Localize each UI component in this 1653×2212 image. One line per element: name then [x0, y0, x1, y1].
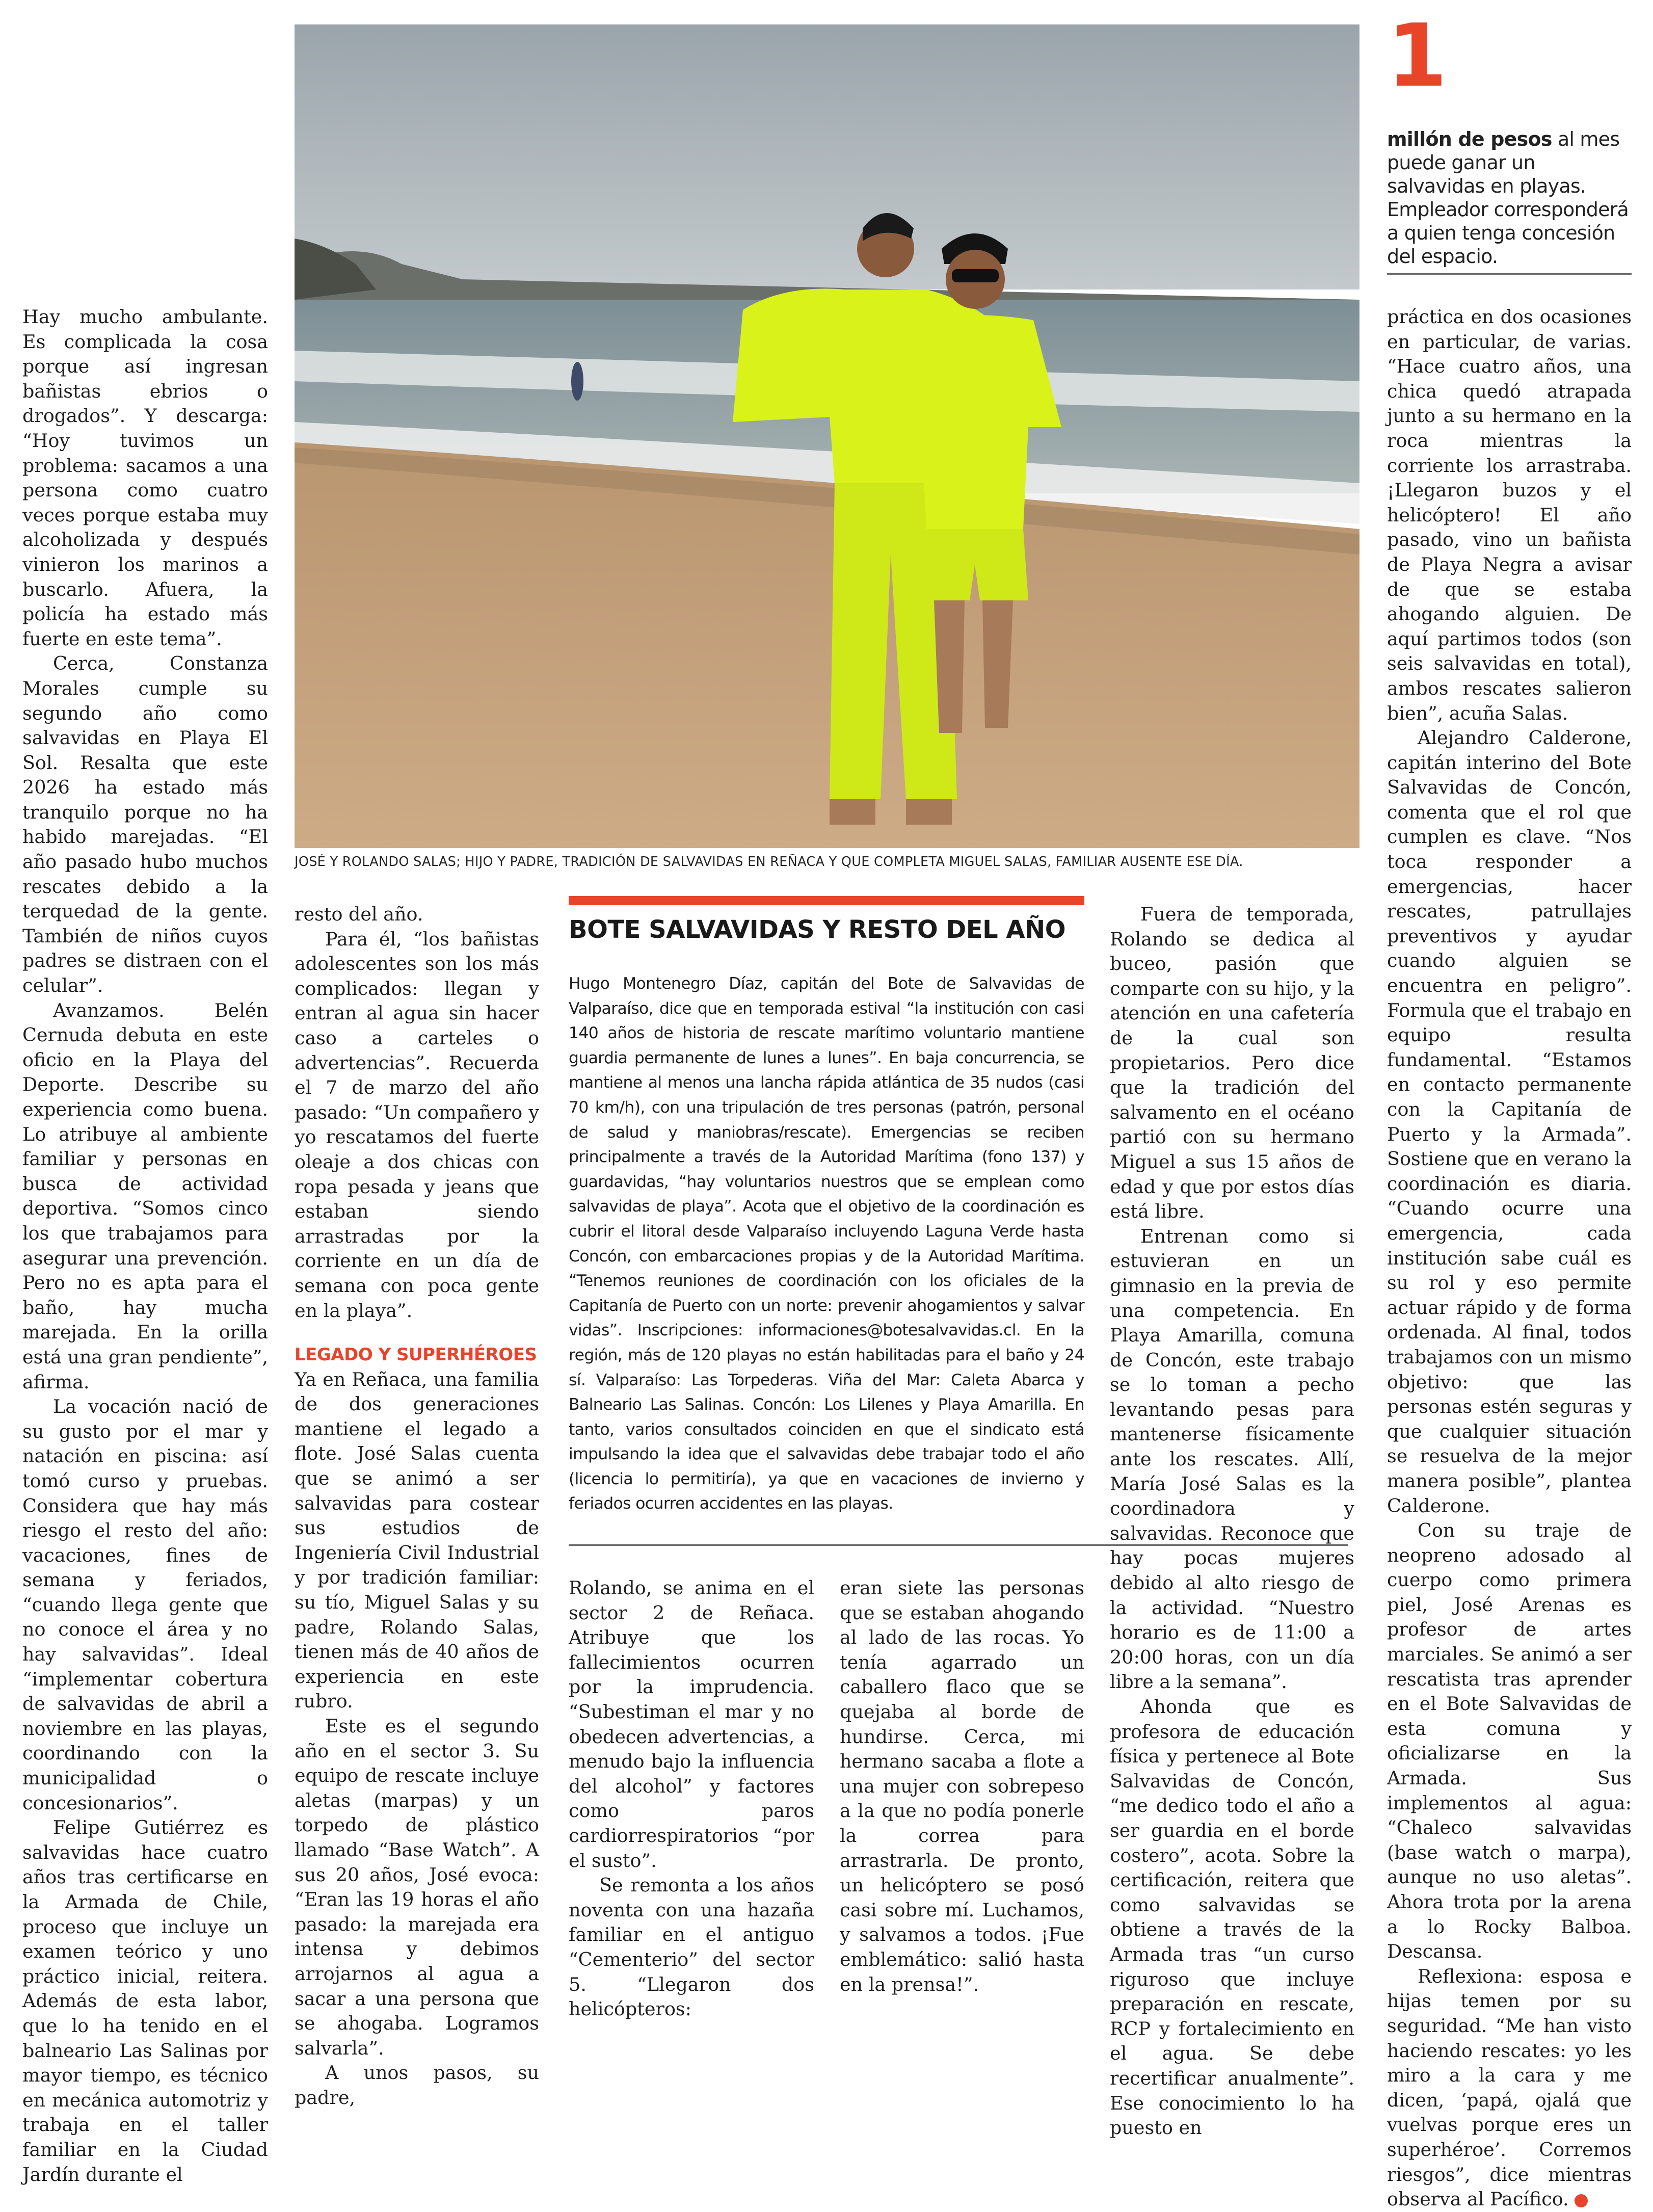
box-body: Hugo Montenegro Díaz, capitán del Bote de Salvavidas de Valparaíso, dice que en temporada estival “la institución con casi 140 años de historia de rescate marítimo voluntario mantiene guardia permanente de lunes a lunes”. En baja concurrencia, se mantiene al menos una lancha rápida atlántica de 35 nudos (casi 70 km/h), con una tripulación de tres personas (patrón, personal de salud y maniobras/rescate). Emergencias se reciben principalmente a través de la Autoridad Marítima (fono 137) y guardavidas, “hay voluntarios nuestros que se emplean como salvavidas de playa”. Acota que el objetivo de la coordinación es cubrir el litoral desde Valparaíso incluyendo Laguna Verde hasta Concón, con embarcaciones propias y de la Autoridad Marítima. “Tenemos reuniones de coordinación con los oficiales de la Capitanía de Puerto con un norte: prevenir ahogamientos y salvar vidas”. Inscripciones: informaciones@botesalvavidas.cl. En la región, más de 120 playas no están habilitadas para el baño y 24 sí. Valparaíso: Las Torpederas. Viña del Mar: Caleta Abarca y Balneario Las Salinas. Concón: Los Lilenes y Playa Amarilla. En tanto, varios consultados coinciden en que el sindicato está impulsando la idea que el salvavidas debe trabajar todo el año (licencia lo permitiría), ya que en vacaciones de invierno y feriados ocurren accidentes en las playas. [569, 975, 1084, 1513]
paragraph: Entrenan como si estuvieran en un gimnasio en la previa de una competencia. En Playa Amarilla, comuna de Concón, este trabajo se lo toman a pecho levantando pesas para mantenerse físicamente ante los rescates. Allí, María José Salas es la coordinadora y salvavidas. Reconoce que hay pocas mujeres debido al alto riesgo de la actividad. “Nuestro horario es de 11:00 a 20:00 horas, con un día libre a la semana”. [1110, 1225, 1354, 1693]
article-column-2 [295, 902, 539, 2109]
article-column-5 [1110, 902, 1354, 2139]
box-title: BOTE SALVAVIDAS Y RESTO DEL AÑO [569, 915, 1065, 944]
subheading: LEGADO Y SUPERHÉROES [295, 1345, 537, 1365]
article-photo [295, 24, 1359, 848]
paragraph: Avanzamos. Belén Cernuda debuta en este oficio en la Playa del Deporte. Describe su experiencia como buena. Lo atribuye al ambiente familiar y personas en busca de actividad deportiva. “Somos cinco los que trabajamos para asegurar una prevención. Pero no es apta para el baño, hay mucha marejada. En la orilla está una gran pendiente”, afirma. [22, 999, 268, 1393]
paragraph: Fuera de temporada, Rolando se dedica al buceo, pasión que comparte con su hijo, y la atención en una cafetería de la cual son propietarios. Pero dice que la tradición del salvamento en el océano partió con su hermano Miguel a sus 15 años de edad y que por estos días está libre. [1110, 903, 1354, 1223]
paragraph: práctica en dos ocasiones en particular, de varias. “Hace cuatro años, una chica quedó atrapada junto a su hermano en la roca mientras la corriente los arrastraba. ¡Llegaron buzos y el helicóptero! El año pasado, vino un bañista de Playa Negra a avisar de que se estaba ahogando alguien. De aquí partimos todos (son seis salvavidas en total), ambos rescates salieron bien”, acuña Salas. [1387, 306, 1632, 724]
paragraph: Cerca, Constanza Morales cumple su segundo año como salvavidas en Playa El Sol. Resalta que este 2026 ha estado más tranquilo porque no ha habido marejadas. “El año pasado hubo muchos rescates debido a la terquedad de la gente. También de niños cuyos padres se distraen con el celular”. [22, 652, 268, 997]
paragraph: A unos pasos, su padre, [295, 2062, 539, 2109]
paragraph: Para él, “los bañistas adolescentes son los más complicados: llegan y entran al agua sin hacer caso a carteles o advertencias”. Recuerda el 7 de marzo del año pasado: “Un compañero y yo rescatamos del fuerte oleaje a dos chicas con ropa pesada y jeans que estaban siendo arrastradas por la corriente en un día de semana con poca gente en la playa”. [295, 928, 539, 1322]
paragraph: eran siete las personas que se estaban ahogando al lado de las rocas. Yo tenía agarrado un caballero flaco que se quejaba al borde de hundirse. Cerca, mi hermano sacaba a flote a una mujer con sobrepeso a la que no podía ponerle la correa para arrastrarla. De pronto, un helicóptero se posó casi sobre mí. Luchamos, y salvamos a todos. ¡Fue emblemático: salió hasta en la prensa!”. [840, 1577, 1084, 1995]
paragraph: La vocación nació de su gusto por el mar y natación en piscina: así tomó curso y pruebas. Considera que hay más riesgo el resto del año: vacaciones, fines de semana y feriados, “cuando llega gente que no conoce el área y no hay salvavidas”. Ideal “implementar cobertura de salvavidas de abril a noviembre en las playas, coordinando con la municipalidad o concesionarios”. [22, 1395, 268, 1814]
stat-divider [1387, 273, 1632, 275]
box-accent-bar [569, 896, 1084, 905]
paragraph: Rolando, se anima en el sector 2 de Reñaca. Atribuye que los fallecimientos ocurren por la imprudencia. “Subestiman el mar y no obedecen advertencias, a menudo bajo la influencia del alcohol” y factores como paros cardiorrespiratorios “por el susto”. [569, 1577, 814, 1872]
paragraph: Alejandro Calderone, capitán interino del Bote Salvavidas de Concón, comenta que el rol que cumplen es clave. “Nos toca responder a emergencias, hacer rescates, patrullajes preventivos y ayudar cuando alguien se encuentra en peligro”. Formula que el trabajo en equipo resulta fundamental. “Estamos en contacto permanente con la Capitanía de Puerto y la Armada”. Sostiene que en verano la coordinación es diaria. “Cuando ocurre una emergencia, cada institución sabe cuál es su rol y eso permite actuar rápido y de forma ordenada. Al final, todos trabajamos con un mismo objetivo: que las personas estén seguras y que cualquier situación se resuelva de la mejor manera posible”, plantea Calderone. [1387, 727, 1632, 1517]
paragraph-text: Reflexiona: esposa e hijas temen por su seguridad. “Me han visto haciendo rescates: yo les miro a la cara y me dicen, ‘papá, ojalá que vuelvas porque eres un superhéroe’. Corremos riesgos”, dice mientras observa al Pacífico. [1387, 1965, 1632, 2210]
paragraph: Con su traje de neopreno adosado al cuerpo como primera piel, José Arenas es profesor de artes marciales. Se animó a ser rescatista tras aprender en el Bote Salvavidas de esta comuna y oficializarse en la Armada. Sus implementos al agua: “Chaleco salvavidas (base watch o marpa), aunque no uso aletas”. Ahora trota por la arena a lo Rocky Balboa. Descansa. [1387, 1519, 1632, 1963]
paragraph [1387, 1964, 1632, 2212]
paragraph: Felipe Gutiérrez es salvavidas hace cuatro años tras certificarse en la Armada de Chile, proceso que incluye un examen teórico y uno práctico inicial, reitera. Además de esta labor, que lo ha tenido en el balneario Las Salinas por mayor tiempo, es técnico en mecánica automotriz y trabaja en el taller familiar en la Ciudad Jardín durante el [22, 1816, 268, 2185]
paragraph: Ya en Reñaca, una familia de dos generaciones mantiene el legado a flote. José Salas cuenta que se animó a ser salvavidas para costear sus estudios de Ingeniería Civil Industrial y por tradición familiar: su tío, Miguel Salas y su padre, Rolando Salas, tienen más de 40 años de experiencia en este rubro. [295, 1368, 539, 1713]
article-column-1 [22, 305, 268, 2185]
article-column-4 [840, 1576, 1084, 1995]
beach-photo [295, 24, 1359, 848]
article-column-3 [569, 1576, 814, 2020]
stat-text: millón de pesos al mes puede ganar un salvavidas en playas. Empleador corresponderá a quien tenga concesión del espacio. [1387, 128, 1629, 268]
stat-number: 1 [1387, 6, 1448, 107]
photo-caption: JOSÉ Y ROLANDO SALAS; HIJO Y PADRE, TRADICIÓN DE SALVAVIDAS EN REÑACA Y QUE COMPLETA MIGUEL SALAS, FAMILIAR AUSENTE ESE DÍA. [295, 854, 1243, 870]
paragraph: Ahonda que es profesora de educación física y pertenece al Bote Salvavidas de Concón, “me dedico todo el año a ser guardia en el borde costero”, acota. Sobre la certificación, reitera que como salvavidas se obtiene a través de la Armada tras “un curso riguroso que incluye preparación en rescate, RCP y fortalecimiento en el agua. Se debe recertificar anualmente”. Ese conocimiento lo ha puesto en [1110, 1696, 1354, 2139]
paragraph: Este es el segundo año en el sector 3. Su equipo de rescate incluye aletas (marpas) y un torpedo de plástico llamado “Base Watch”. A sus 20 años, José evoca: “Eran las 19 horas el año pasado: la marejada era intensa y debimos arrojarnos al agua a sacar a una persona que se ahogaba. Logramos salvarla”. [295, 1715, 539, 2059]
article-column-6 [1387, 305, 1632, 2210]
paragraph: resto del año. [295, 903, 423, 925]
paragraph: Se remonta a los años noventa con una hazaña familiar en el antiguo “Cementerio” del sector 5. “Llegaron dos helicópteros: [569, 1874, 814, 2020]
end-mark-icon: ✪ [1575, 2194, 1588, 2207]
paragraph: Hay mucho ambulante. Es complicada la cosa porque así ingresan bañistas ebrios o drogados”. Y descarga: “Hoy tuvimos un problema: sacamos a una persona como cuatro veces porque estaba muy alcoholizada y después vinieron los marinos a buscarlo. Afuera, la policía ha estado más fuerte en este tema”. [22, 306, 268, 650]
